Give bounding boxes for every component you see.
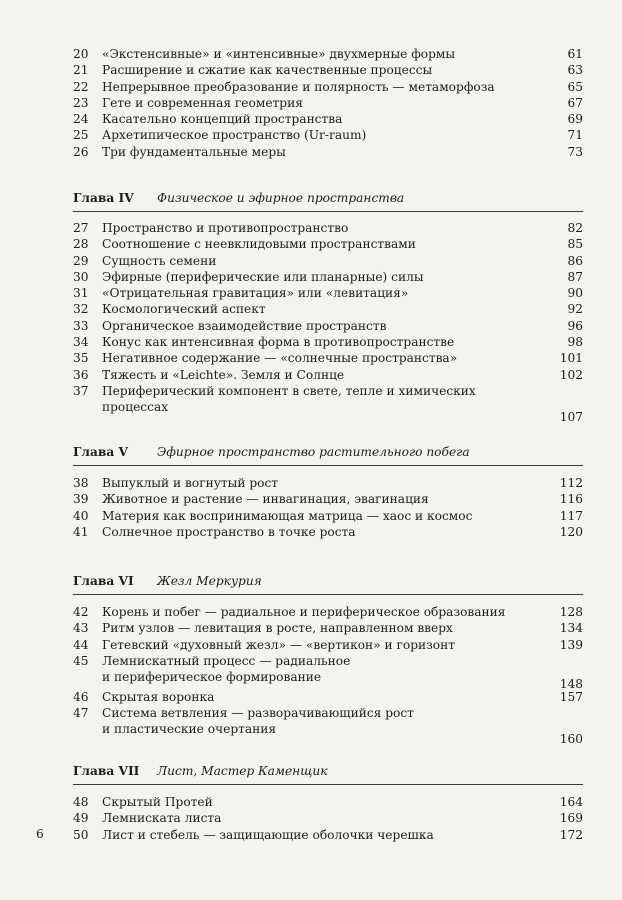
chapter-rule <box>73 211 583 212</box>
entry-page: 102 <box>559 367 583 382</box>
toc-entry <box>73 604 583 620</box>
entry-number: 26 <box>73 144 89 159</box>
entry-title: Выпуклый и вогнутый рост <box>102 476 279 490</box>
toc-entry <box>73 301 583 317</box>
toc-entry <box>73 111 583 127</box>
entry-page: 98 <box>567 335 583 350</box>
entry-page: 61 <box>567 47 583 61</box>
entry-page: 117 <box>559 508 583 523</box>
toc-entry <box>73 334 583 350</box>
toc-entry <box>73 285 583 301</box>
entry-page: 85 <box>567 237 583 252</box>
entry-number: 22 <box>73 79 89 94</box>
entry-title: Тяжесть и «Leichte». Земля и Солнце <box>102 367 345 382</box>
chapter-label: Глава VII <box>73 764 140 778</box>
entry-number: 28 <box>73 237 89 252</box>
entry-number: 33 <box>73 318 89 333</box>
toc-entry <box>73 491 583 507</box>
entry-page: 107 <box>559 409 583 424</box>
entry-title: Сущность семени <box>102 253 217 268</box>
toc-entry <box>73 475 583 491</box>
entry-page: 128 <box>559 605 583 619</box>
chapter-label: Глава VI <box>73 574 134 588</box>
entry-title: Архетипическое пространство (Ur-raum) <box>102 128 367 143</box>
entry-page: 90 <box>567 286 583 301</box>
chapter-title: Физическое и эфирное пространства <box>157 191 405 205</box>
chapter-heading <box>73 573 583 589</box>
chapter-entries <box>73 604 583 746</box>
entry-page: 164 <box>559 795 583 809</box>
chapter-heading <box>73 444 583 460</box>
entry-title: Негативное содержание — «солнечные пространства» <box>102 351 458 366</box>
entry-title-continued: и пластические очертания <box>102 722 277 737</box>
page-number: 6 <box>36 827 44 841</box>
entry-title-continued: процессах <box>102 399 169 414</box>
entry-page: 71 <box>567 128 583 143</box>
entry-number: 20 <box>73 47 89 61</box>
entry-number: 36 <box>73 367 89 382</box>
chapter-title: Лист, Мастер Каменщик <box>157 764 328 778</box>
entry-title: Расширение и сжатие как качественные процессы <box>102 63 433 78</box>
entry-title: Лемнискатный процесс — радиальное <box>102 653 351 668</box>
entry-title: Соотношение с неевклидовыми пространствами <box>102 237 416 252</box>
toc-entry <box>73 383 583 424</box>
entry-number: 29 <box>73 253 89 268</box>
toc-entry <box>73 95 583 111</box>
toc-entry <box>73 705 583 746</box>
entry-page: 69 <box>567 112 583 127</box>
entry-page: 112 <box>559 476 583 490</box>
chapter-label: Глава IV <box>73 191 134 205</box>
entry-page: 65 <box>567 79 583 94</box>
toc-entry <box>73 653 583 689</box>
toc-entry <box>73 236 583 252</box>
entry-title: Три фундаментальные меры <box>102 144 286 159</box>
entry-page: 169 <box>559 811 583 826</box>
toc-entry <box>73 350 583 366</box>
entry-title: Гетевский «духовный жезл» — «вертикон» и горизонт <box>102 637 455 652</box>
entry-page: 120 <box>559 524 583 539</box>
entry-page: 160 <box>559 731 583 746</box>
chapter-entries <box>73 475 583 540</box>
toc-entry <box>73 269 583 285</box>
entry-number: 21 <box>73 63 89 78</box>
entry-title: Космологический аспект <box>102 302 266 317</box>
toc-entry <box>73 620 583 636</box>
chapter-heading <box>73 190 583 206</box>
entry-number: 24 <box>73 112 89 127</box>
entry-page: 73 <box>567 144 583 159</box>
chapter-label: Глава V <box>73 445 128 459</box>
toc-entry <box>73 810 583 826</box>
entry-number: 35 <box>73 351 89 366</box>
entry-title: «Экстенсивные» и «интенсивные» двухмерные формы <box>102 47 456 61</box>
entry-title: Гете и современная геометрия <box>102 95 303 110</box>
entry-title-continued: и периферическое формирование <box>102 669 322 684</box>
entry-title: Скрытый Протей <box>102 795 213 809</box>
chapter-entries <box>73 220 583 424</box>
toc-entry <box>73 827 583 843</box>
toc-entry <box>73 79 583 95</box>
entry-number: 39 <box>73 492 89 507</box>
entry-page: 116 <box>559 492 583 507</box>
entry-title: Корень и побег — радиальное и периферическое образования <box>102 605 506 619</box>
entry-title: Животное и растение — инвагинация, эвагинация <box>102 492 429 507</box>
entry-page: 134 <box>559 621 583 636</box>
entry-title: Непрерывное преобразование и полярность — метаморфоза <box>102 79 495 94</box>
entry-number: 30 <box>73 269 89 284</box>
entry-page: 157 <box>559 689 583 704</box>
toc-section-continued <box>73 46 583 160</box>
toc-entry <box>73 127 583 143</box>
entry-page: 86 <box>567 253 583 268</box>
entry-page: 67 <box>567 95 583 110</box>
entry-page: 139 <box>559 637 583 652</box>
chapter-rule <box>73 594 583 595</box>
toc-entry <box>73 253 583 269</box>
entry-title: Ритм узлов — левитация в росте, направленном вверх <box>102 621 453 636</box>
entry-title: Солнечное пространство в точке роста <box>102 524 356 539</box>
entry-page: 63 <box>567 63 583 78</box>
toc-entry <box>73 220 583 236</box>
entry-title: Лист и стебель — защищающие оболочки черешка <box>102 827 434 842</box>
entry-title: Касательно концепций пространства <box>102 112 343 127</box>
entry-title: Конус как интенсивная форма в противопространстве <box>102 335 455 350</box>
entry-title: Пространство и противопространство <box>102 221 349 235</box>
entry-number: 32 <box>73 302 89 317</box>
entry-number: 49 <box>73 811 89 826</box>
entry-title: Эфирные (периферические или планарные) силы <box>102 269 424 284</box>
entry-number: 37 <box>73 383 89 398</box>
entry-page: 82 <box>567 221 583 235</box>
entry-page: 96 <box>567 318 583 333</box>
entry-number: 47 <box>73 706 89 721</box>
entry-number: 34 <box>73 335 89 350</box>
entry-title: «Отрицательная гравитация» или «левитация» <box>102 286 409 301</box>
toc-entry <box>73 508 583 524</box>
entry-title: Материя как воспринимающая матрица — хаос и космос <box>102 508 473 523</box>
toc-entry <box>73 794 583 810</box>
entry-number: 41 <box>73 524 89 539</box>
entry-page: 87 <box>567 269 583 284</box>
entry-number: 43 <box>73 621 89 636</box>
toc-entry <box>73 318 583 334</box>
entry-number: 23 <box>73 95 89 110</box>
chapter-heading <box>73 763 583 779</box>
entry-number: 40 <box>73 508 89 523</box>
toc-entry <box>73 46 583 62</box>
toc-entry <box>73 689 583 705</box>
entry-number: 42 <box>73 605 89 619</box>
entry-number: 45 <box>73 653 89 668</box>
entry-page: 148 <box>559 676 583 691</box>
toc-entry <box>73 144 583 160</box>
entry-number: 48 <box>73 795 89 809</box>
toc-entry <box>73 637 583 653</box>
chapter-title: Жезл Меркурия <box>157 574 262 588</box>
chapter-title: Эфирное пространство растительного побега <box>157 445 470 459</box>
entry-number: 50 <box>73 827 89 842</box>
entry-number: 46 <box>73 689 89 704</box>
entry-page: 172 <box>559 827 583 842</box>
chapter-entries <box>73 794 583 843</box>
entry-title: Лемниската листа <box>102 811 222 826</box>
entry-title: Скрытая воронка <box>102 689 215 704</box>
entry-page: 92 <box>567 302 583 317</box>
entry-title: Органическое взаимодействие пространств <box>102 318 387 333</box>
entry-title: Периферический компонент в свете, тепле и химических <box>102 383 476 398</box>
toc-entry <box>73 367 583 383</box>
chapter-rule <box>73 784 583 785</box>
chapter-rule <box>73 465 583 466</box>
entry-title: Система ветвления — разворачивающийся рост <box>102 706 414 721</box>
toc-entry <box>73 524 583 540</box>
entry-number: 38 <box>73 476 89 490</box>
entry-page: 101 <box>559 351 583 366</box>
toc-entry <box>73 62 583 78</box>
entry-number: 27 <box>73 221 89 235</box>
entry-number: 25 <box>73 128 89 143</box>
entry-number: 44 <box>73 637 89 652</box>
entry-number: 31 <box>73 286 89 301</box>
